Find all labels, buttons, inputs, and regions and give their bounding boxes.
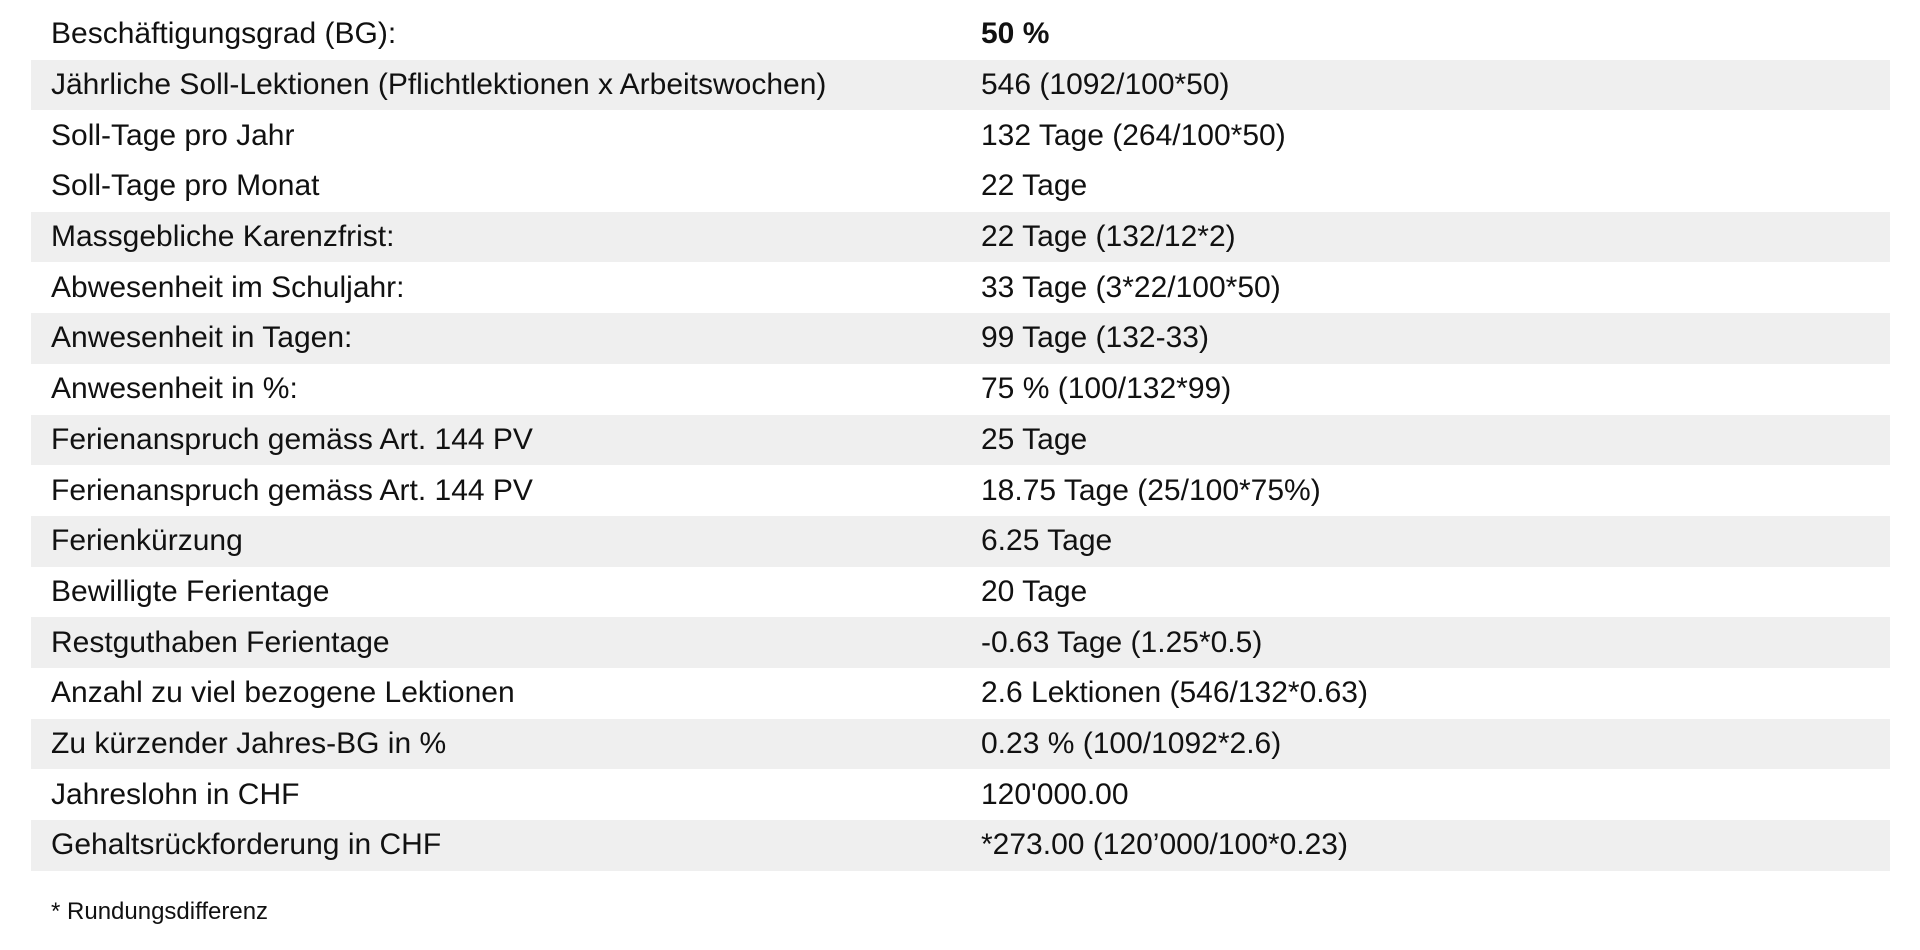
row-value: 75 % (100/132*99) [981, 372, 1232, 406]
row-label: Massgebliche Karenzfrist: [51, 220, 395, 254]
table-row-salary-reclaim [31, 820, 1890, 871]
row-value: -0.63 Tage (1.25*0.5) [981, 625, 1263, 659]
row-label: Abwesenheit im Schuljahr: [51, 270, 405, 304]
table-row-reduced-annual-level [31, 719, 1890, 770]
row-value: 546 (1092/100*50) [981, 68, 1230, 102]
table-row-presence-days [31, 313, 1890, 364]
table-row-excess-lessons [31, 668, 1890, 719]
row-value: 99 Tage (132-33) [981, 321, 1209, 355]
row-label: Zu kürzender Jahres-BG in % [51, 726, 447, 760]
table-row-vacation-reduction [31, 516, 1890, 567]
row-value: 120'000.00 [981, 777, 1129, 811]
table-row-vacation-entitlement [31, 415, 1890, 466]
row-label: Restguthaben Ferientage [51, 625, 390, 659]
row-label: Anwesenheit in %: [51, 372, 298, 406]
row-label: Jahreslohn in CHF [51, 777, 300, 811]
table-row-target-days-year [31, 110, 1890, 161]
table-row-presence-percent [31, 364, 1890, 415]
row-value: 6.25 Tage [981, 524, 1113, 558]
row-label: Anzahl zu viel bezogene Lektionen [51, 676, 515, 710]
table-row-employment-level [31, 9, 1890, 60]
row-value: 50 % [981, 17, 1050, 51]
table-row-absence-school-year [31, 262, 1890, 313]
table-row-vacation-entitlement-reduced [31, 465, 1890, 516]
row-value: 18.75 Tage (25/100*75%) [981, 473, 1321, 507]
row-label: Soll-Tage pro Monat [51, 169, 320, 203]
row-label: Ferienanspruch gemäss Art. 144 PV [51, 422, 533, 456]
row-label: Jährliche Soll-Lektionen (Pflichtlektionen x Arbeitswochen) [51, 68, 827, 102]
table-row-annual-lessons [31, 60, 1890, 111]
row-value: 132 Tage (264/100*50) [981, 118, 1286, 152]
row-label: Ferienkürzung [51, 524, 243, 558]
row-label: Bewilligte Ferientage [51, 574, 330, 608]
row-label: Gehaltsrückforderung in CHF [51, 828, 442, 862]
row-value: 25 Tage [981, 422, 1088, 456]
row-value: 22 Tage [981, 169, 1088, 203]
table-row-target-days-month [31, 161, 1890, 212]
row-label: Soll-Tage pro Jahr [51, 118, 295, 152]
table-row-annual-salary [31, 769, 1890, 820]
row-value: 0.23 % (100/1092*2.6) [981, 726, 1282, 760]
rounding-footnote: * Rundungsdifferenz [51, 898, 269, 925]
row-value: 20 Tage [981, 574, 1088, 608]
row-value: *273.00 (120’000/100*0.23) [981, 828, 1348, 862]
calculation-table [31, 9, 1890, 871]
table-row-approved-vacation [31, 567, 1890, 618]
table-row-waiting-period [31, 212, 1890, 263]
row-label: Beschäftigungsgrad (BG): [51, 17, 397, 51]
row-value: 33 Tage (3*22/100*50) [981, 270, 1281, 304]
row-label: Ferienanspruch gemäss Art. 144 PV [51, 473, 533, 507]
table-row-remaining-vacation [31, 617, 1890, 668]
row-value: 2.6 Lektionen (546/132*0.63) [981, 676, 1368, 710]
row-label: Anwesenheit in Tagen: [51, 321, 353, 355]
row-value: 22 Tage (132/12*2) [981, 220, 1236, 254]
